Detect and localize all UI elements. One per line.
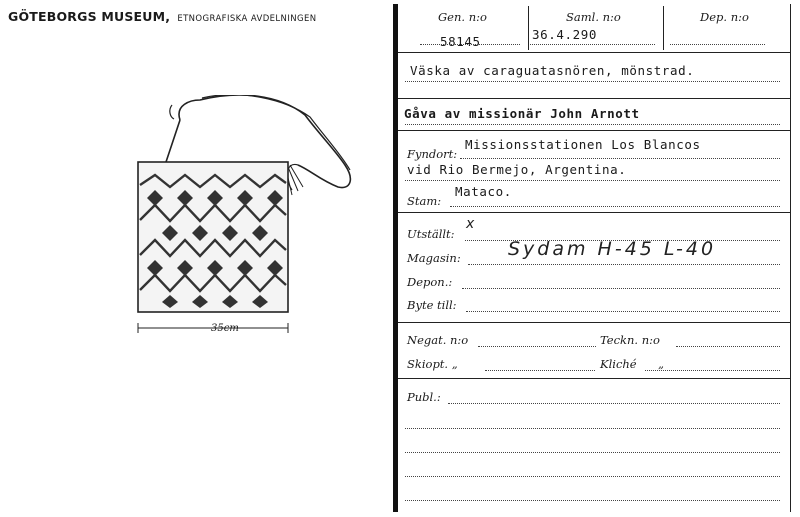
donor-rule <box>398 130 790 131</box>
gen-number: 58145 <box>440 34 481 49</box>
card-right-border <box>790 4 791 512</box>
header-divider-1 <box>528 6 529 50</box>
magasin-label: Magasin: <box>407 251 461 265</box>
byte-label: Byte till: <box>407 298 457 312</box>
fyndort-dotline-2 <box>405 180 780 181</box>
depon-dotline <box>462 288 780 289</box>
byte-rule <box>398 322 790 323</box>
saml-dotline <box>530 44 655 45</box>
publ-dotline-2 <box>405 428 780 429</box>
publ-dotline-4 <box>405 476 780 477</box>
utstallt-mark: x <box>466 216 478 232</box>
donor-line: Gåva av missionär John Arnott <box>404 106 640 121</box>
byte-dotline <box>466 311 780 312</box>
kliche-label: Kliché <box>600 357 637 371</box>
publ-dotline-5 <box>405 500 780 501</box>
utstallt-label: Utställt: <box>407 227 455 241</box>
bag-illustration <box>120 95 370 345</box>
scale-label: 35cm <box>211 323 239 334</box>
fyndort-label: Fyndort: <box>407 147 458 161</box>
depon-label: Depon.: <box>407 275 453 289</box>
description-dotline <box>405 81 780 82</box>
header-divider-2 <box>663 6 664 50</box>
publ-dotline-3 <box>405 452 780 453</box>
saml-number: 36.4.290 <box>532 27 598 42</box>
card-left-border <box>393 4 398 512</box>
publ-label: Publ.: <box>407 390 441 404</box>
fyndort-dotline-1 <box>460 158 780 159</box>
negat-dotline <box>478 346 596 347</box>
museum-name: GÖTEBORGS MUSEUM, <box>8 9 171 24</box>
publ-dotline-1 <box>448 403 780 404</box>
fyndort-line-2: vid Rio Bermejo, Argentina. <box>407 162 627 177</box>
skiopt-label: Skiopt. „ <box>407 357 458 371</box>
magasin-dotline <box>468 264 780 265</box>
teckn-label: Teckn. n:o <box>600 333 660 347</box>
magasin-value: Sydam H-45 L-40 <box>508 238 717 260</box>
header-rule <box>398 52 790 53</box>
stam-dotline <box>450 206 780 207</box>
gen-label: Gen. n:o <box>438 10 487 24</box>
teckn-dotline <box>676 346 780 347</box>
description-rule <box>398 98 790 99</box>
kliche-dotline <box>645 370 780 371</box>
stam-rule <box>398 212 790 213</box>
stam-label: Stam: <box>407 194 442 208</box>
dep-label: Dep. n:o <box>700 10 749 24</box>
skiopt-dotline <box>485 370 595 371</box>
fyndort-line-1: Missionsstationen Los Blancos <box>465 137 701 152</box>
department-name: ETNOGRAFISKA AVDELNINGEN <box>177 14 317 24</box>
negat-label: Negat. n:o <box>407 333 469 347</box>
object-description: Väska av caraguatasnören, mönstrad. <box>410 63 695 78</box>
gen-dotline <box>420 44 520 45</box>
saml-label: Saml. n:o <box>566 10 621 24</box>
kliche-mark: „ <box>658 357 664 371</box>
dep-dotline <box>670 44 765 45</box>
skiopt-rule <box>398 378 790 379</box>
stam-value: Mataco. <box>455 184 512 199</box>
donor-dotline <box>405 124 780 125</box>
museum-header <box>8 6 317 25</box>
